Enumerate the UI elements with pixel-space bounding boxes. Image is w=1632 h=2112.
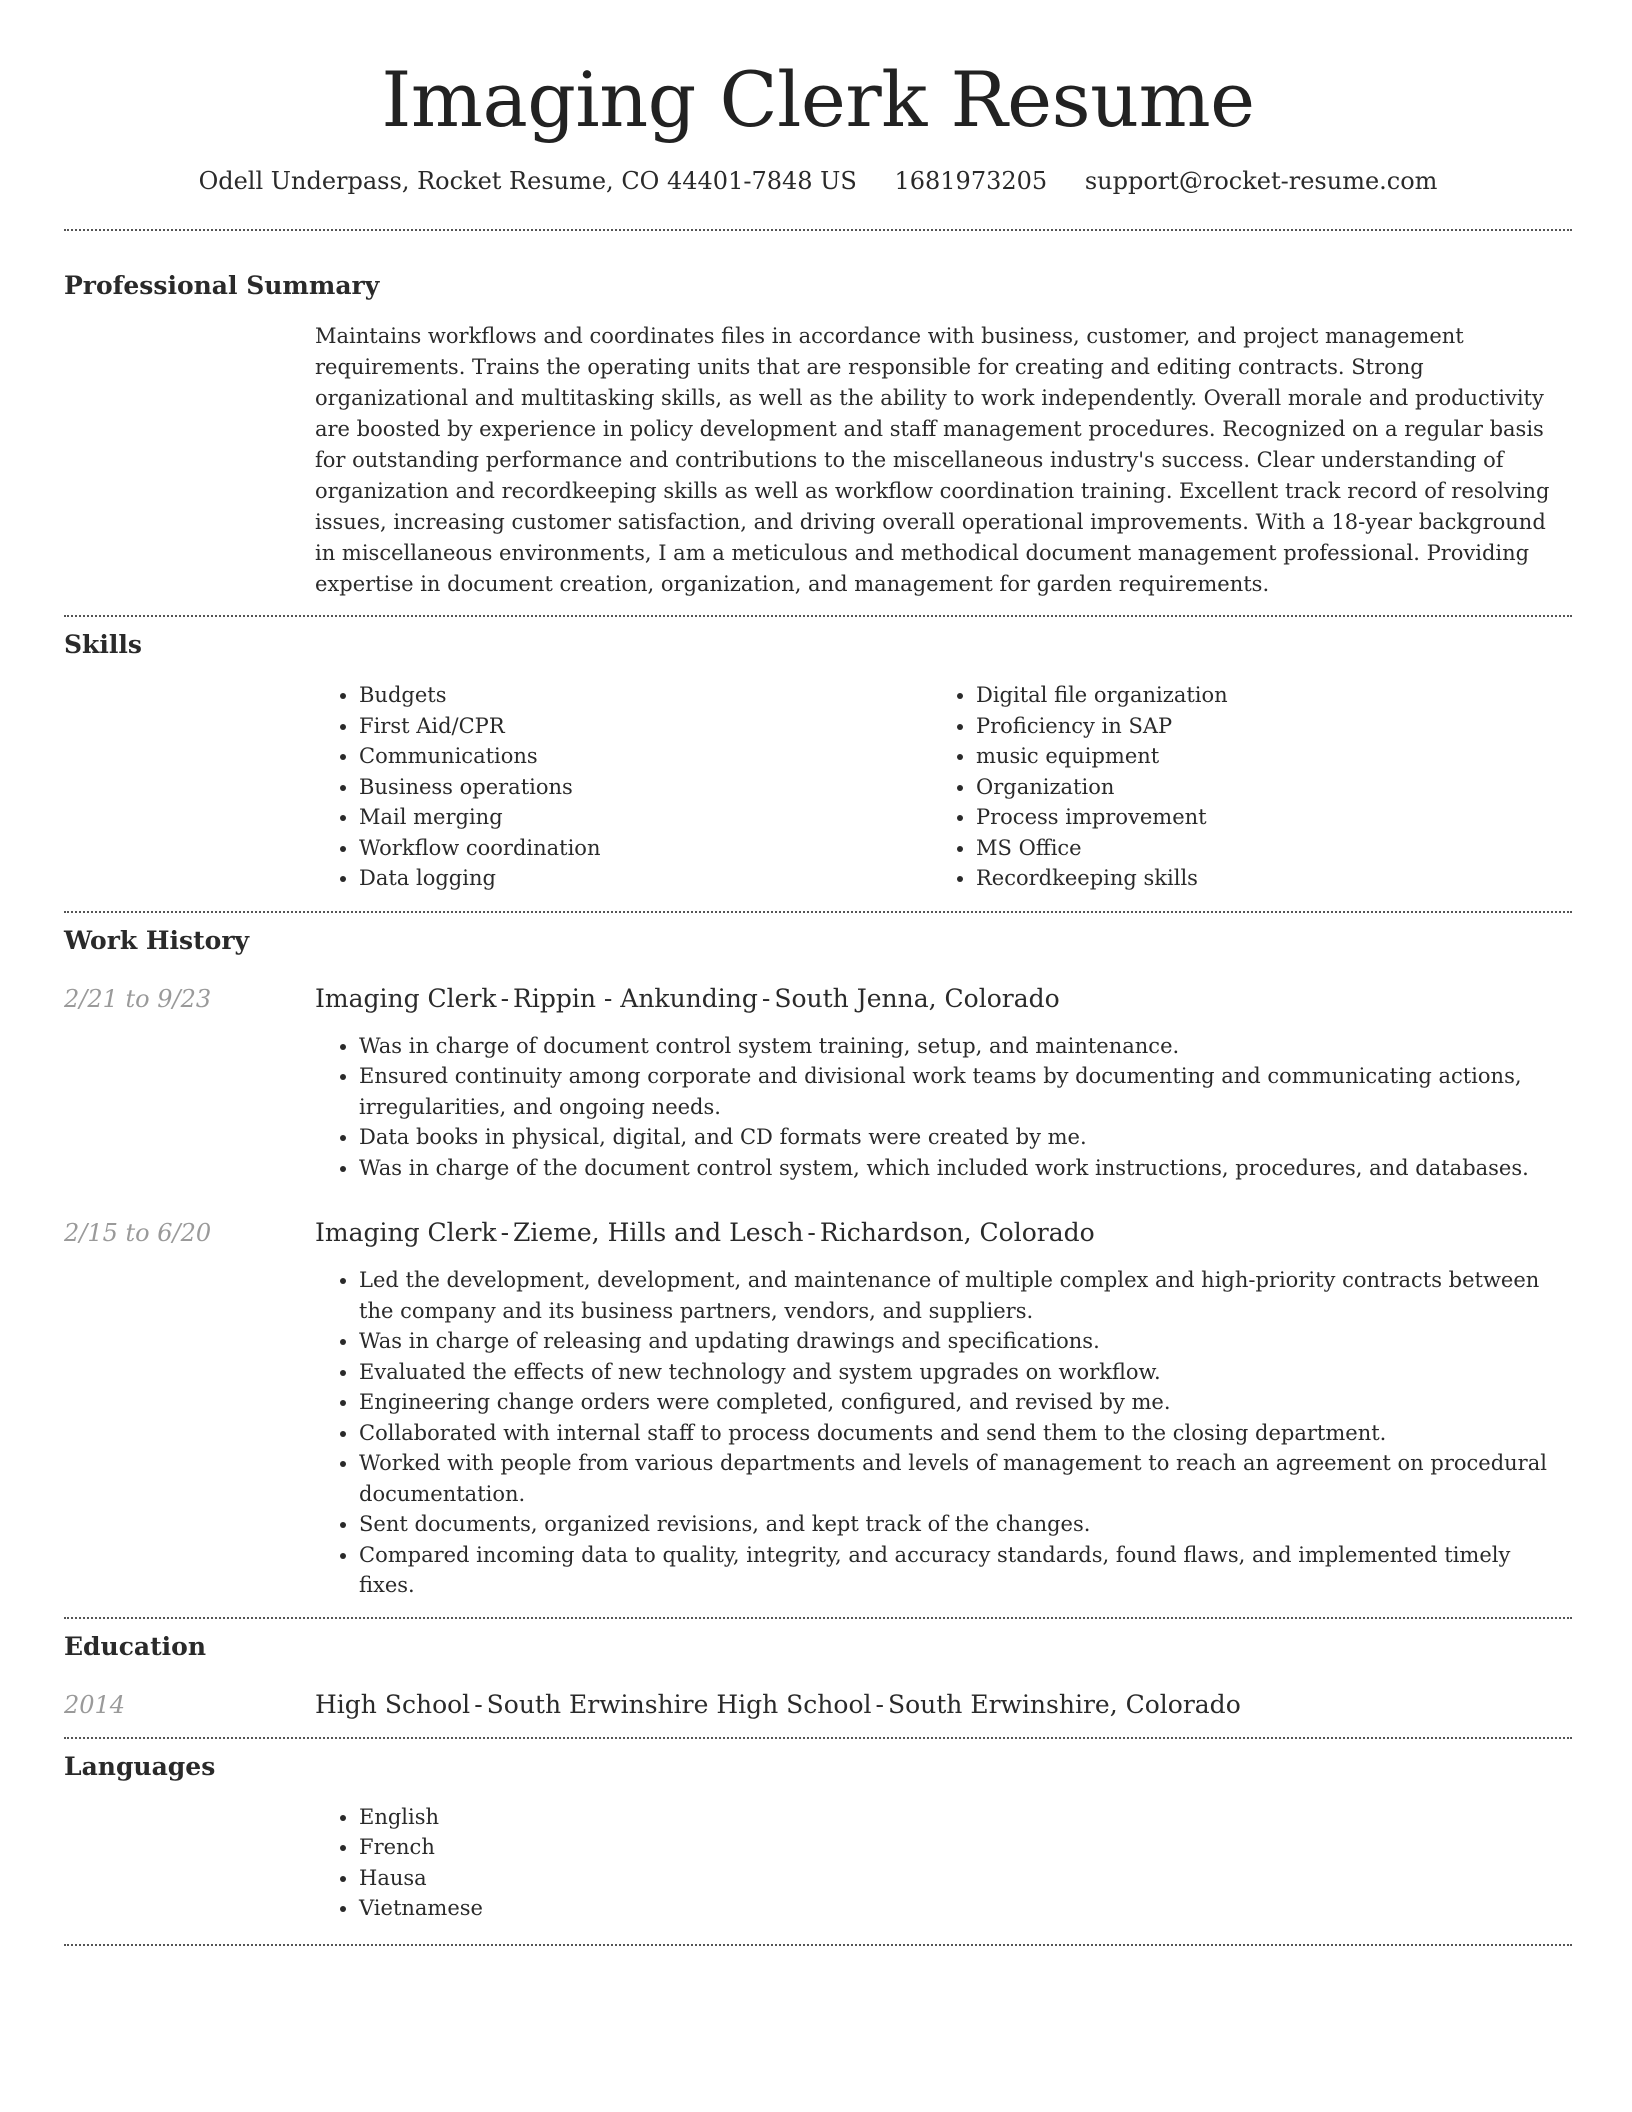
languages-body: [315, 1802, 1572, 1924]
section-title-summary: Professional Summary: [64, 271, 380, 300]
education-main: [315, 1689, 1572, 1721]
resume-title: Imaging Clerk Resume: [381, 55, 1255, 144]
job-bullet: • Evaluated the effects of new technology and system upgrades on workflow.: [359, 1357, 1572, 1388]
skill-item: • Communications: [359, 741, 932, 772]
skill-item: • MS Office: [976, 833, 1549, 864]
job-bullet: • Engineering change orders were completed, configured, and revised by me.: [359, 1387, 1572, 1418]
job-date: 2/21 to 9/23: [64, 984, 212, 1013]
divider: [64, 229, 1572, 231]
job-bullet: • Was in charge of releasing and updating drawings and specifications.: [359, 1326, 1572, 1357]
contact-address: Odell Underpass, Rocket Resume, CO 44401-7848 US: [198, 167, 857, 195]
skills-column-left: [315, 680, 932, 894]
job-heading: Imaging Clerk - Rippin - Ankunding - South Jenna, Colorado: [315, 983, 1060, 1013]
skill-item: • Business operations: [359, 772, 932, 803]
skills-column-right: [932, 680, 1549, 894]
languages-list: [315, 1802, 1572, 1924]
summary-text: Maintains workflows and coordinates files in accordance with business, customer, and project management requirements. Trains the operating units that are responsible for creating and editing contracts. Strong organizational and multitasking skills, as well as the ability to work independently. Overall morale and productivity are boosted by experience in policy development and staff management procedures. Recognized on a regular basis for outstanding performance and contributions to the miscellaneous industry's success. Clear understanding of organization and recordkeeping skills as well as workflow coordination training. Excellent track record of resolving issues, increasing customer satisfaction, and driving overall operational improvements. With a 18-year background in miscellaneous environments, I am a meticulous and methodical document management professional. Providing expertise in document creation, organization, and management for garden requirements.: [315, 324, 1550, 596]
contact-line: [64, 166, 1572, 196]
divider: [64, 911, 1572, 913]
skills-list: [315, 680, 1572, 894]
language-item: • English: [359, 1802, 1572, 1833]
section-title-languages: Languages: [64, 1751, 216, 1781]
contact-phone: 1681973205: [894, 167, 1048, 195]
education-location: South Erwinshire, Colorado: [887, 1689, 1241, 1719]
education-degree: High School: [315, 1689, 471, 1719]
skill-item: • Mail merging: [359, 802, 932, 833]
job-title: Imaging Clerk: [315, 983, 497, 1013]
education-entry: [64, 1689, 1572, 1721]
skill-item: • Organization: [976, 772, 1549, 803]
job-heading: Imaging Clerk - Zieme, Hills and Lesch - Richardson, Colorado: [315, 1218, 1095, 1247]
education-school: South Erwinshire High School: [486, 1689, 872, 1719]
job-location: South Jenna, Colorado: [774, 983, 1060, 1013]
job-entry: [64, 1217, 1572, 1601]
job-company: Zieme, Hills and Lesch: [513, 1218, 804, 1247]
job-bullet: • Data books in physical, digital, and CD formats were created by me.: [359, 1122, 1572, 1153]
section-title-education: Education: [64, 1631, 207, 1661]
skill-item: • Budgets: [359, 680, 932, 711]
education-date: 2014: [64, 1690, 126, 1719]
job-main: [315, 1217, 1572, 1601]
contact-email: support@rocket-resume.com: [1084, 167, 1438, 195]
skill-item: • Proficiency in SAP: [976, 711, 1549, 742]
skill-item: • First Aid/CPR: [359, 711, 932, 742]
section-title-skills: Skills: [64, 630, 142, 659]
skill-item: • Data logging: [359, 863, 932, 894]
language-item: • Hausa: [359, 1863, 1572, 1894]
job-bullet: • Was in charge of document control system training, setup, and maintenance.: [359, 1031, 1572, 1062]
job-company: Rippin - Ankunding: [513, 983, 758, 1013]
job-bullets: [315, 1031, 1572, 1184]
job-entry: [64, 983, 1572, 1184]
job-bullet: • Collaborated with internal staff to process documents and send them to the closing department.: [359, 1418, 1572, 1449]
divider: [64, 1617, 1572, 1619]
job-bullet: • Worked with people from various departments and levels of management to reach an agreement on procedural documentation.: [359, 1448, 1572, 1509]
divider: [64, 1944, 1572, 1946]
job-bullet: • Sent documents, organized revisions, and kept track of the changes.: [359, 1509, 1572, 1540]
skill-item: • Recordkeeping skills: [976, 863, 1549, 894]
job-bullet: • Was in charge of the document control system, which included work instructions, procedures, and databases.: [359, 1153, 1572, 1184]
job-bullet: • Led the development, development, and maintenance of multiple complex and high-priority contracts between the company and its business partners, vendors, and suppliers.: [359, 1265, 1572, 1326]
divider: [64, 1737, 1572, 1739]
section-title-work: Work History: [64, 925, 250, 955]
language-item: • French: [359, 1832, 1572, 1863]
job-main: [315, 983, 1572, 1184]
job-date: 2/15 to 6/20: [64, 1219, 212, 1247]
resume-page: [64, 0, 1572, 1946]
job-location: Richardson, Colorado: [819, 1218, 1095, 1247]
skill-item: • Workflow coordination: [359, 833, 932, 864]
job-bullets: [315, 1265, 1572, 1601]
divider: [64, 615, 1572, 617]
job-title: Imaging Clerk: [315, 1218, 497, 1247]
skill-item: • Digital file organization: [976, 680, 1549, 711]
job-bullet: • Ensured continuity among corporate and divisional work teams by documenting and communicating actions, irregularities, and ongoing needs.: [359, 1061, 1572, 1122]
summary-body: [315, 321, 1572, 600]
job-bullet: • Compared incoming data to quality, integrity, and accuracy standards, found flaws, and implemented timely fixes.: [359, 1540, 1572, 1601]
skill-item: • Process improvement: [976, 802, 1549, 833]
language-item: • Vietnamese: [359, 1893, 1572, 1924]
skill-item: • music equipment: [976, 741, 1549, 772]
education-heading: High School - South Erwinshire High School - South Erwinshire, Colorado: [315, 1689, 1241, 1719]
